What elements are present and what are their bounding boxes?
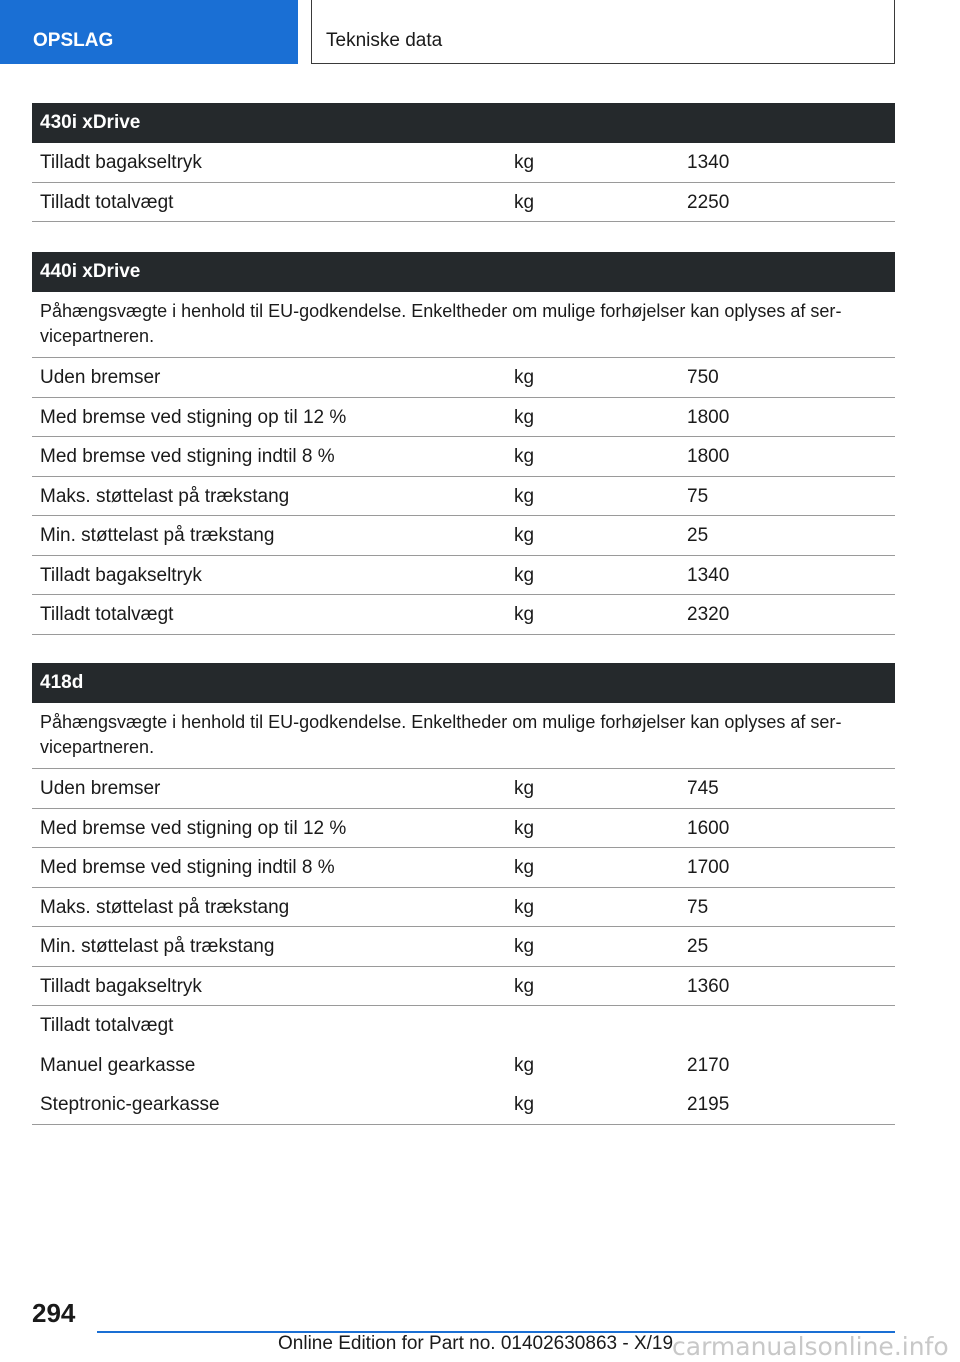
page-title: Tekniske data xyxy=(311,0,895,64)
row-label: Maks. støttelast på trækstang xyxy=(40,896,290,918)
row-value: 1600 xyxy=(687,817,730,839)
table-heading: 430i xDrive xyxy=(32,103,895,143)
table-row xyxy=(32,595,895,635)
row-value: 1360 xyxy=(687,975,730,997)
row-unit: kg xyxy=(514,485,535,507)
row-label: Tilladt totalvægt xyxy=(40,604,174,625)
spec-table-440i-xdrive xyxy=(32,252,895,635)
row-unit: kg xyxy=(514,564,535,586)
row-value: 2170 xyxy=(687,1054,730,1076)
row-label: Med bremse ved stigning op til 12 % xyxy=(40,817,347,839)
table-row xyxy=(32,398,895,438)
row-label: Med bremse ved stigning indtil 8 % xyxy=(40,857,335,878)
row-unit: kg xyxy=(514,367,535,388)
page-number: 294 xyxy=(32,1298,76,1328)
row-unit: kg xyxy=(514,975,535,997)
table-row xyxy=(32,888,895,928)
row-unit: kg xyxy=(514,1054,535,1076)
row-label: Min. støttelast på trækstang xyxy=(40,525,275,546)
row-label: Tilladt totalvægt xyxy=(40,1015,174,1036)
row-unit: kg xyxy=(514,525,535,546)
row-value: 2250 xyxy=(687,191,730,213)
row-label: Steptronic-gearkasse xyxy=(40,1094,220,1115)
row-unit: kg xyxy=(514,936,535,957)
table-row xyxy=(32,143,895,183)
table-row xyxy=(32,1006,895,1046)
row-unit: kg xyxy=(514,604,535,625)
table-row xyxy=(32,183,895,223)
row-unit: kg xyxy=(514,1094,535,1115)
row-value: 745 xyxy=(687,778,719,799)
row-value: 2195 xyxy=(687,1094,730,1115)
row-label: Tilladt bagakseltryk xyxy=(40,975,202,997)
table-note: Påhængsvægte i henhold til EU-godkendelse. Enkeltheder om mulige forhøjelser kan oplyses af servicepartneren. xyxy=(32,292,895,358)
row-label: Maks. støttelast på trækstang xyxy=(40,485,290,507)
table-row xyxy=(32,809,895,849)
row-value: 1340 xyxy=(687,152,730,173)
row-label: Med bremse ved stigning op til 12 % xyxy=(40,406,347,428)
row-value: 75 xyxy=(687,896,709,918)
table-heading: 418d xyxy=(32,663,895,703)
row-label: Min. støttelast på trækstang xyxy=(40,936,275,957)
row-value: 1340 xyxy=(687,564,730,586)
table-row xyxy=(32,477,895,517)
table-note: Påhængsvægte i henhold til EU-godkendelse. Enkeltheder om mulige forhøjelser kan oplyses af servicepartneren. xyxy=(32,703,895,769)
row-unit: kg xyxy=(514,191,535,213)
row-label: Uden bremser xyxy=(40,367,161,388)
row-label: Manuel gearkasse xyxy=(40,1054,196,1076)
row-unit: kg xyxy=(514,406,535,428)
row-value: 75 xyxy=(687,485,709,507)
table-row xyxy=(32,516,895,556)
row-value: 1700 xyxy=(687,857,730,878)
edition-text: Online Edition for Part no. 01402630863 - X/19 xyxy=(278,1333,674,1354)
row-unit: kg xyxy=(514,817,535,839)
row-value: 25 xyxy=(687,936,709,957)
spec-table-418d xyxy=(32,663,895,1125)
row-unit: kg xyxy=(514,778,535,799)
row-unit: kg xyxy=(514,152,535,173)
table-row xyxy=(32,358,895,398)
row-label: Tilladt bagakseltryk xyxy=(40,564,202,586)
spec-table-430i-xdrive xyxy=(32,103,895,222)
row-label: Tilladt bagakseltryk xyxy=(40,152,202,173)
row-value: 2320 xyxy=(687,604,730,625)
table-row xyxy=(32,927,895,967)
section-tab-opslag[interactable]: OPSLAG xyxy=(0,0,298,64)
table-row xyxy=(32,437,895,477)
row-unit: kg xyxy=(514,857,535,878)
table-row xyxy=(32,967,895,1007)
table-row xyxy=(32,769,895,809)
table-row xyxy=(32,848,895,888)
table-row xyxy=(32,1046,895,1086)
row-label: Uden bremser xyxy=(40,778,161,799)
row-unit: kg xyxy=(514,446,535,467)
row-label: Med bremse ved stigning indtil 8 % xyxy=(40,446,335,467)
row-unit: kg xyxy=(514,896,535,918)
row-label: Tilladt totalvægt xyxy=(40,191,174,213)
watermark: carmanualsonline.info xyxy=(672,1332,949,1361)
row-value: 1800 xyxy=(687,406,730,428)
table-heading: 440i xDrive xyxy=(32,252,895,292)
row-value: 25 xyxy=(687,525,709,546)
row-value: 750 xyxy=(687,367,719,388)
table-row xyxy=(32,1085,895,1125)
table-row xyxy=(32,556,895,596)
row-value: 1800 xyxy=(687,446,730,467)
